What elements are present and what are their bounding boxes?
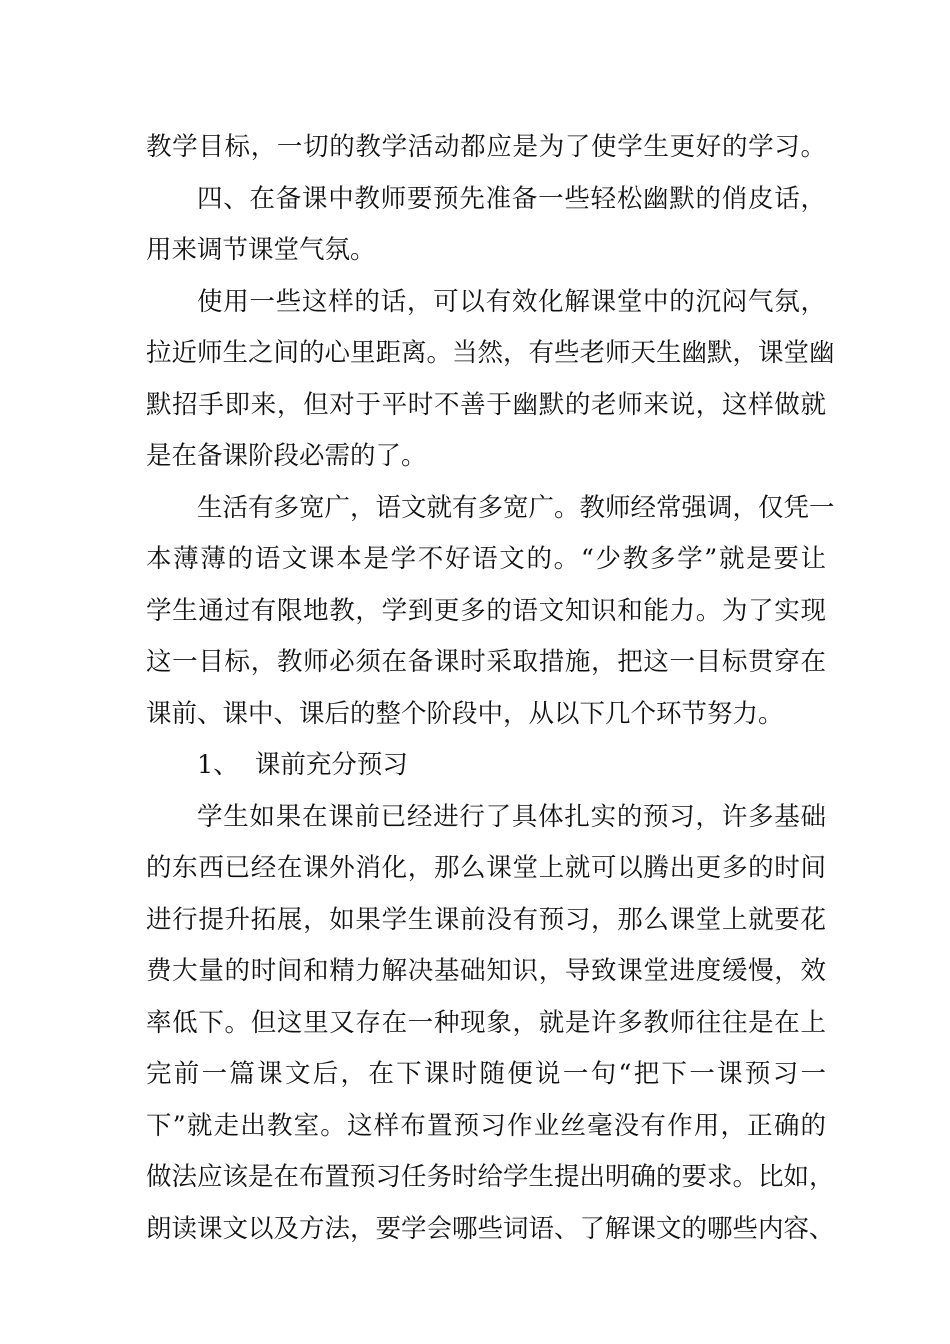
section-heading-line: 四、在备课中教师要预先准备一些轻松幽默的俏皮话， xyxy=(197,183,826,214)
body-text-line: 费大量的时间和精力解决基础知识，导致课堂进度缓慢，效 xyxy=(146,956,826,986)
body-text-line: 进行提升拓展，如果学生课前没有预习，那么课堂上就要花 xyxy=(146,904,826,935)
body-text-line: 本薄薄的语文课本是学不好语文的。“少教多学”就是要让 xyxy=(146,544,826,574)
paragraph-first-line: 学生如果在课前已经进行了具体扎实的预习，许多基础 xyxy=(197,801,826,832)
body-text-line: 完前一篇课文后，在下课时随便说一句“把下一课预习一 xyxy=(146,1059,826,1089)
body-text-line: 默招手即来，但对于平时不善于幽默的老师来说，这样做就 xyxy=(146,389,826,420)
body-text-line: 拉近师生之间的心里距离。当然，有些老师天生幽默，课堂幽 xyxy=(146,338,835,368)
body-text-line: 教学目标，一切的教学活动都应是为了使学生更好的学习。 xyxy=(146,132,826,162)
body-text-line: 学生通过有限地教，学到更多的语文知识和能力。为了实现 xyxy=(146,595,826,626)
body-text-line: 课前、课中、课后的整个阶段中，从以下几个环节努力。 xyxy=(146,698,784,729)
body-text-line: 这一目标，教师必须在备课时采取措施，把这一目标贯穿在 xyxy=(146,647,826,677)
paragraph-first-line: 生活有多宽广，语文就有多宽广。教师经常强调，仅凭一 xyxy=(197,492,835,523)
paragraph-first-line: 使用一些这样的话，可以有效化解课堂中的沉闷气氛， xyxy=(197,286,826,317)
subsection-heading: 1、 课前充分预习 xyxy=(197,750,408,780)
body-text-line: 做法应该是在布置预习任务时给学生提出明确的要求。比如， xyxy=(146,1162,835,1192)
document-page xyxy=(146,122,835,1255)
body-text-line: 下”就走出教室。这样布置预习作业丝毫没有作用，正确的 xyxy=(146,1110,826,1141)
body-text-line: 的东西已经在课外消化，那么课堂上就可以腾出更多的时间 xyxy=(146,853,826,883)
section-heading-line: 用来调节课堂气氛。 xyxy=(146,235,376,265)
body-text-line: 是在备课阶段必需的了。 xyxy=(146,441,427,471)
body-text-line: 朗读课文以及方法，要学会哪些词语、了解课文的哪些内容、 xyxy=(146,1213,835,1244)
body-text-line: 率低下。但这里又存在一种现象，就是许多教师往往是在上 xyxy=(146,1007,826,1038)
